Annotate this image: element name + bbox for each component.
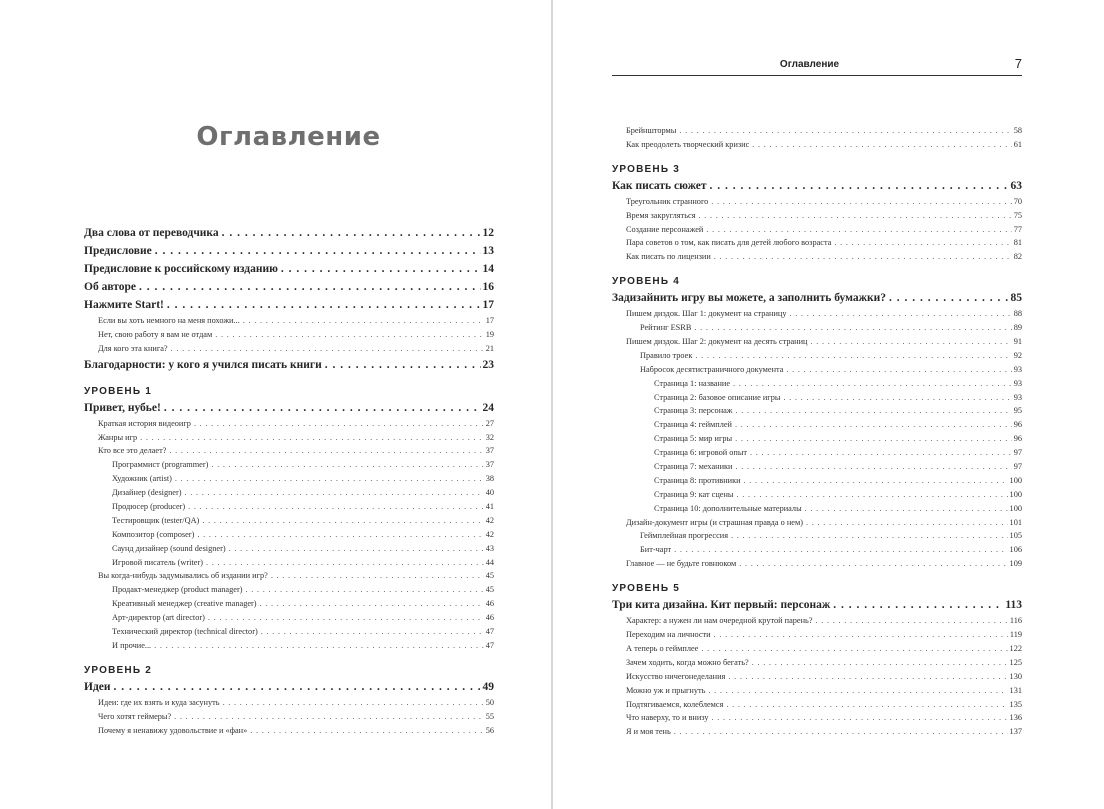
toc-section-entry[interactable] bbox=[84, 696, 494, 710]
toc-leader-dots bbox=[208, 611, 484, 625]
toc-page-number: 24 bbox=[482, 401, 494, 414]
toc-page-number: 100 bbox=[1009, 475, 1022, 485]
toc-section-entry[interactable] bbox=[612, 418, 1022, 432]
toc-chapter-entry[interactable] bbox=[612, 596, 1022, 614]
toc-page-number: 75 bbox=[1013, 210, 1022, 220]
toc-leader-dots bbox=[735, 418, 1012, 432]
toc-entry-title: Художник (artist) bbox=[112, 474, 172, 484]
toc-entry-title: Композитор (composer) bbox=[112, 529, 195, 539]
toc-leader-dots bbox=[744, 474, 1008, 488]
toc-section-entry[interactable] bbox=[84, 514, 494, 528]
toc-section-entry[interactable] bbox=[612, 684, 1022, 698]
toc-leader-dots bbox=[752, 656, 1008, 670]
toc-entry-title: Предисловие к российскому изданию bbox=[84, 263, 278, 275]
toc-entry-title: Страница 6: игровой опыт bbox=[654, 448, 748, 458]
toc-section-entry[interactable] bbox=[612, 670, 1022, 684]
toc-page-number: 109 bbox=[1009, 559, 1022, 569]
toc-page-number: 119 bbox=[1009, 630, 1022, 640]
toc-leader-dots bbox=[710, 177, 1009, 195]
toc-leader-dots bbox=[271, 569, 484, 583]
toc-spacer bbox=[612, 264, 1022, 275]
toc-page-number: 13 bbox=[482, 245, 494, 257]
toc-leader-dots bbox=[810, 335, 1011, 349]
toc-section-entry[interactable] bbox=[612, 195, 1022, 209]
toc-leader-dots bbox=[245, 583, 483, 597]
toc-entry-title: Треугольник странного bbox=[626, 196, 709, 206]
page-title: Оглавление bbox=[196, 122, 381, 152]
toc-section-entry[interactable] bbox=[612, 446, 1022, 460]
toc-page-number: 95 bbox=[1013, 406, 1022, 416]
toc-section-entry[interactable] bbox=[612, 138, 1022, 152]
toc-leader-dots bbox=[806, 516, 1008, 530]
toc-entry-title: Что наверху, то и внизу bbox=[626, 713, 709, 723]
toc-section-entry[interactable] bbox=[84, 417, 494, 431]
toc-section-entry[interactable] bbox=[84, 583, 494, 597]
toc-leader-dots bbox=[739, 557, 1007, 571]
toc-page-number: 27 bbox=[485, 418, 494, 428]
toc-leader-dots bbox=[250, 724, 483, 738]
toc-level-heading: УРОВЕНЬ 2 bbox=[84, 664, 152, 676]
toc-entry-title: Жанры игр bbox=[98, 432, 138, 442]
toc-leader-dots bbox=[714, 628, 1008, 642]
toc-entry-title: Продакт-менеджер (product manager) bbox=[112, 585, 243, 595]
toc-spacer bbox=[612, 152, 1022, 163]
toc-entry-title: Как писать по лицензии bbox=[626, 252, 711, 262]
toc-section-entry[interactable] bbox=[612, 432, 1022, 446]
toc-section-entry[interactable] bbox=[612, 460, 1022, 474]
toc-page-number: 100 bbox=[1009, 489, 1022, 499]
left-page bbox=[0, 0, 551, 809]
toc-page-number: 63 bbox=[1010, 179, 1022, 192]
toc-entry-title: Бит-чарт bbox=[640, 545, 672, 555]
toc-leader-dots bbox=[736, 404, 1012, 418]
toc-level-heading: УРОВЕНЬ 1 bbox=[84, 385, 152, 397]
toc-section-entry[interactable] bbox=[84, 486, 494, 500]
toc-leader-dots bbox=[194, 417, 484, 431]
toc-leader-dots bbox=[695, 349, 1011, 363]
toc-leader-dots bbox=[714, 250, 1012, 264]
toc-entry-title: Тестировщик (tester/QA) bbox=[112, 515, 200, 525]
toc-leader-dots bbox=[155, 242, 481, 260]
toc-leader-dots bbox=[706, 223, 1011, 237]
toc-entry-title: Арт-директор (art director) bbox=[112, 613, 205, 623]
toc-section-entry[interactable] bbox=[612, 711, 1022, 725]
toc-entry-title: Подтягиваемся, колеблемся bbox=[626, 699, 724, 709]
toc-page-number: 49 bbox=[482, 680, 494, 693]
toc-leader-dots bbox=[202, 514, 483, 528]
toc-entry-title: Набросок десятистраничного документа bbox=[640, 364, 784, 374]
toc-leader-dots bbox=[215, 328, 483, 342]
toc-entry-title: Почему я ненавижу удовольствие и «фан» bbox=[98, 725, 248, 735]
toc-page-number: 17 bbox=[482, 299, 494, 311]
toc-page-number: 23 bbox=[482, 358, 494, 371]
toc-section-entry[interactable] bbox=[612, 363, 1022, 377]
toc-leader-dots bbox=[679, 124, 1011, 138]
toc-page-number: 45 bbox=[485, 571, 494, 581]
toc-section-entry[interactable] bbox=[612, 404, 1022, 418]
toc-leader-dots bbox=[167, 296, 481, 314]
toc-leader-dots bbox=[783, 391, 1011, 405]
toc-leader-dots bbox=[164, 399, 481, 417]
toc-chapter-entry[interactable] bbox=[84, 356, 494, 374]
toc-section-entry[interactable] bbox=[612, 236, 1022, 250]
toc-leader-dots bbox=[701, 642, 1007, 656]
toc-entry-title: Нет, свою работу я вам не отдам bbox=[98, 329, 213, 339]
toc-section-entry[interactable] bbox=[84, 472, 494, 486]
toc-page-number: 105 bbox=[1009, 531, 1022, 541]
toc-entry-title: Страница 9: кат сцены bbox=[654, 489, 734, 499]
toc-section-entry[interactable] bbox=[612, 124, 1022, 138]
toc-section-entry[interactable] bbox=[612, 543, 1022, 557]
toc-leader-dots bbox=[708, 684, 1007, 698]
toc-entry-title: Задизайнить игру вы можете, а заполнить бумажки? bbox=[612, 292, 886, 305]
toc-page-number: 44 bbox=[485, 557, 494, 567]
toc-section-entry[interactable] bbox=[84, 710, 494, 724]
toc-chapter-entry[interactable] bbox=[84, 242, 494, 260]
toc-page-number: 101 bbox=[1009, 517, 1022, 527]
toc-page-number: 42 bbox=[485, 515, 494, 525]
toc-entry-title: Характер: а нужен ли нам очередной крутой парень? bbox=[626, 616, 813, 626]
toc-leader-dots bbox=[736, 488, 1007, 502]
toc-entry-title: Продюсер (producer) bbox=[112, 502, 186, 512]
toc-entry-title: Создание персонажей bbox=[626, 224, 704, 234]
toc-page-number: 14 bbox=[482, 263, 494, 275]
toc-page-number: 40 bbox=[485, 488, 494, 498]
toc-entry-title: Рейтинг ESRB bbox=[640, 323, 692, 333]
toc-leader-dots bbox=[229, 542, 484, 556]
toc-page-number: 91 bbox=[1013, 337, 1022, 347]
toc-entry-title: Геймплейная прогрессия bbox=[640, 531, 729, 541]
toc-leader-dots bbox=[699, 209, 1012, 223]
toc-leader-dots bbox=[223, 696, 484, 710]
toc-page-number: 21 bbox=[485, 343, 494, 353]
toc-section-entry[interactable] bbox=[612, 223, 1022, 237]
toc-section-entry[interactable] bbox=[84, 458, 494, 472]
toc-section-entry[interactable] bbox=[84, 342, 494, 356]
toc-entry-title: Страница 4: геймплей bbox=[654, 420, 732, 430]
toc-entry-title: Страница 2: базовое описание игры bbox=[654, 392, 781, 402]
running-head-title: Оглавление bbox=[779, 59, 840, 70]
toc-page-number: 47 bbox=[485, 640, 494, 650]
toc-page-number: 96 bbox=[1013, 420, 1022, 430]
toc-page-number: 116 bbox=[1009, 616, 1022, 626]
toc-leader-dots bbox=[171, 342, 484, 356]
toc-entry-title: А теперь о геймплее bbox=[626, 643, 699, 653]
toc-spacer bbox=[84, 653, 494, 664]
toc-page-number: 41 bbox=[485, 502, 494, 512]
toc-page-number: 113 bbox=[1005, 599, 1022, 612]
toc-chapter-entry[interactable] bbox=[612, 177, 1022, 195]
toc-leader-dots bbox=[735, 460, 1011, 474]
toc-leader-dots bbox=[889, 289, 1009, 307]
toc-entry-title: Игровой писатель (writer) bbox=[112, 557, 203, 567]
toc-page-number: 55 bbox=[485, 711, 494, 721]
toc-entry-title: И прочие... bbox=[112, 640, 152, 650]
toc-leader-dots bbox=[674, 543, 1007, 557]
toc-leader-dots bbox=[674, 725, 1008, 739]
toc-page-number: 81 bbox=[1013, 238, 1022, 248]
toc-page-number: 92 bbox=[1013, 350, 1022, 360]
toc-section-entry[interactable] bbox=[84, 314, 494, 328]
toc-page-number: 12 bbox=[482, 227, 494, 239]
toc-page-number: 56 bbox=[485, 725, 494, 735]
toc-leader-dots bbox=[197, 528, 483, 542]
toc-entry-title: Об авторе bbox=[84, 281, 136, 293]
toc-leader-dots bbox=[805, 502, 1008, 516]
toc-page-number: 43 bbox=[485, 543, 494, 553]
toc-page-number: 70 bbox=[1013, 196, 1022, 206]
toc-page-number: 77 bbox=[1013, 224, 1022, 234]
toc-entry-title: Два слова от переводчика bbox=[84, 227, 219, 239]
toc-section-entry[interactable] bbox=[612, 349, 1022, 363]
toc-level-heading: УРОВЕНЬ 4 bbox=[612, 276, 680, 288]
toc-section-entry[interactable] bbox=[612, 321, 1022, 335]
toc-page-number: 93 bbox=[1013, 392, 1022, 402]
toc-chapter-entry[interactable] bbox=[84, 278, 494, 296]
toc-entry-title: Вы когда-нибудь задумывались об издании игр? bbox=[98, 571, 268, 581]
toc-chapter-entry[interactable] bbox=[84, 224, 494, 242]
toc-section-entry[interactable] bbox=[84, 611, 494, 625]
toc-leader-dots bbox=[139, 278, 481, 296]
toc-page-number: 97 bbox=[1013, 462, 1022, 472]
toc-entry-title: Креативный менеджер (creative manager) bbox=[112, 599, 257, 609]
toc-leader-dots bbox=[733, 377, 1012, 391]
toc-section-entry[interactable] bbox=[84, 528, 494, 542]
toc-entry-title: Главное — не будьте говнюком bbox=[626, 559, 737, 569]
toc-leader-dots bbox=[731, 529, 1007, 543]
toc-leader-dots bbox=[222, 224, 481, 242]
toc-page-number: 37 bbox=[485, 460, 494, 470]
toc-page-number: 136 bbox=[1009, 713, 1022, 723]
toc-leader-dots bbox=[752, 138, 1011, 152]
toc-entry-title: Чего хотят геймеры? bbox=[98, 711, 172, 721]
toc-section-entry[interactable] bbox=[612, 307, 1022, 321]
toc-entry-title: Пишем диздок. Шаг 2: документ на десять страниц bbox=[626, 337, 808, 347]
toc-leader-dots bbox=[140, 431, 484, 445]
toc-leader-dots bbox=[184, 486, 483, 500]
toc-entry-title: Саунд дизайнер (sound designer) bbox=[112, 543, 226, 553]
toc-entry-title: Переходим на личности bbox=[626, 630, 711, 640]
toc-leader-dots bbox=[325, 356, 481, 374]
toc-page-number: 130 bbox=[1009, 671, 1022, 681]
toc-entry-title: Нажмите Start! bbox=[84, 299, 164, 311]
toc-entry-title: Краткая история видеоигр bbox=[98, 418, 191, 428]
toc-entry-title: Привет, нубье! bbox=[84, 401, 161, 414]
toc-entry-title: Страница 7: механики bbox=[654, 462, 733, 472]
toc-section-entry[interactable] bbox=[84, 597, 494, 611]
toc-page-number: 137 bbox=[1009, 727, 1022, 737]
toc-leader-dots bbox=[206, 556, 484, 570]
toc-leader-dots bbox=[169, 444, 483, 458]
toc-page-number: 85 bbox=[1010, 292, 1022, 305]
toc-leader-dots bbox=[711, 195, 1011, 209]
toc-section-entry[interactable] bbox=[84, 500, 494, 514]
toc-section-entry[interactable] bbox=[612, 656, 1022, 670]
toc-entry-title: Технический директор (technical director) bbox=[112, 627, 258, 637]
toc-page-number: 46 bbox=[485, 599, 494, 609]
toc-entry-title: Страница 3: персонаж bbox=[654, 406, 733, 416]
toc-leader-dots bbox=[750, 446, 1012, 460]
toc-list-left bbox=[84, 224, 494, 737]
toc-section-entry[interactable] bbox=[84, 444, 494, 458]
toc-section-entry[interactable] bbox=[84, 542, 494, 556]
toc-page-number: 93 bbox=[1013, 378, 1022, 388]
toc-entry-title: Кто все это делает? bbox=[98, 446, 167, 456]
toc-leader-dots bbox=[243, 314, 484, 328]
toc-page-number: 125 bbox=[1009, 657, 1022, 667]
toc-leader-dots bbox=[728, 670, 1007, 684]
toc-page-number: 131 bbox=[1009, 685, 1022, 695]
toc-page-number: 93 bbox=[1013, 364, 1022, 374]
toc-leader-dots bbox=[261, 625, 484, 639]
toc-section-entry[interactable] bbox=[84, 431, 494, 445]
toc-chapter-entry[interactable] bbox=[612, 289, 1022, 307]
toc-page-number: 32 bbox=[485, 432, 494, 442]
toc-entry-title: Я и моя тень bbox=[626, 727, 671, 737]
toc-leader-dots bbox=[712, 711, 1008, 725]
toc-leader-dots bbox=[154, 639, 484, 653]
toc-page-number: 45 bbox=[485, 585, 494, 595]
toc-page-number: 89 bbox=[1013, 323, 1022, 333]
toc-section-entry[interactable] bbox=[612, 335, 1022, 349]
toc-leader-dots bbox=[175, 472, 484, 486]
toc-entry-title: Как писать сюжет bbox=[612, 179, 707, 192]
toc-leader-dots bbox=[694, 321, 1011, 335]
toc-entry-title: Идеи bbox=[84, 680, 111, 693]
toc-leader-dots bbox=[790, 307, 1012, 321]
toc-chapter-entry[interactable] bbox=[84, 260, 494, 278]
toc-section-entry[interactable] bbox=[612, 725, 1022, 739]
toc-section-entry[interactable] bbox=[612, 377, 1022, 391]
toc-leader-dots bbox=[211, 458, 483, 472]
toc-page-number: 106 bbox=[1009, 545, 1022, 555]
toc-entry-title: Программист (programmer) bbox=[112, 460, 209, 470]
toc-section-entry[interactable] bbox=[612, 250, 1022, 264]
toc-chapter-entry[interactable] bbox=[84, 296, 494, 314]
toc-leader-dots bbox=[833, 596, 1003, 614]
toc-list-right bbox=[612, 124, 1022, 739]
toc-page-number: 96 bbox=[1013, 434, 1022, 444]
toc-leader-dots bbox=[260, 597, 484, 611]
toc-entry-title: Время закругляться bbox=[626, 210, 696, 220]
toc-page-number: 47 bbox=[485, 627, 494, 637]
toc-leader-dots bbox=[834, 236, 1011, 250]
toc-page-number: 100 bbox=[1009, 503, 1022, 513]
running-header bbox=[612, 58, 1022, 76]
toc-section-entry[interactable] bbox=[84, 569, 494, 583]
toc-section-entry[interactable] bbox=[612, 614, 1022, 628]
toc-entry-title: Три кита дизайна. Кит первый: персонаж bbox=[612, 599, 831, 612]
toc-section-entry[interactable] bbox=[84, 724, 494, 738]
toc-section-entry[interactable] bbox=[612, 391, 1022, 405]
toc-section-entry[interactable] bbox=[84, 556, 494, 570]
toc-section-entry[interactable] bbox=[612, 529, 1022, 543]
toc-entry-title: Дизайнер (designer) bbox=[112, 488, 182, 498]
toc-section-entry[interactable] bbox=[612, 628, 1022, 642]
toc-page-number: 82 bbox=[1013, 252, 1022, 262]
toc-page-number: 38 bbox=[485, 474, 494, 484]
toc-section-entry[interactable] bbox=[612, 474, 1022, 488]
toc-section-entry[interactable] bbox=[612, 502, 1022, 516]
toc-section-entry[interactable] bbox=[612, 698, 1022, 712]
toc-entry-title: Брейнштормы bbox=[626, 126, 677, 135]
toc-spacer bbox=[84, 374, 494, 385]
toc-leader-dots bbox=[188, 500, 484, 514]
toc-level-heading: УРОВЕНЬ 5 bbox=[612, 583, 680, 595]
toc-leader-dots bbox=[281, 260, 481, 278]
toc-page-number: 17 bbox=[485, 316, 494, 325]
toc-page-number: 97 bbox=[1013, 448, 1022, 458]
toc-entry-title: Страница 8: противники bbox=[654, 475, 741, 485]
toc-entry-title: Искусство ничегонеделания bbox=[626, 671, 726, 681]
toc-entry-title: Пара советов о том, как писать для детей любого возраста bbox=[626, 238, 832, 248]
toc-entry-title: Как преодолеть творческий кризис bbox=[626, 139, 750, 149]
toc-page-number: 19 bbox=[485, 329, 494, 339]
toc-entry-title: Дизайн-документ игры (и страшная правда о нем) bbox=[626, 517, 803, 527]
toc-page-number: 122 bbox=[1009, 643, 1022, 653]
toc-page-number: 58 bbox=[1013, 126, 1022, 135]
toc-leader-dots bbox=[726, 698, 1007, 712]
toc-section-entry[interactable] bbox=[612, 642, 1022, 656]
toc-spacer bbox=[612, 571, 1022, 582]
toc-entry-title: Страница 10: дополнительные материалы bbox=[654, 503, 802, 513]
toc-page-number: 16 bbox=[482, 281, 494, 293]
toc-entry-title: Правило троек bbox=[640, 350, 693, 360]
toc-leader-dots bbox=[114, 678, 481, 696]
toc-section-entry[interactable] bbox=[612, 516, 1022, 530]
page-number: 7 bbox=[1014, 56, 1022, 71]
toc-leader-dots bbox=[174, 710, 484, 724]
toc-entry-title: Если вы хоть немного на меня похожи... bbox=[98, 316, 240, 325]
toc-page-number: 61 bbox=[1013, 139, 1022, 149]
toc-entry-title: Страница 5: мир игры bbox=[654, 434, 733, 444]
toc-entry-title: Для кого эта книга? bbox=[98, 343, 168, 353]
toc-entry-title: Можно уж и прыгнуть bbox=[626, 685, 706, 695]
toc-section-entry[interactable] bbox=[84, 625, 494, 639]
toc-section-entry[interactable] bbox=[612, 488, 1022, 502]
toc-entry-title: Пишем диздок. Шаг 1: документ на страницу bbox=[626, 309, 787, 319]
toc-page-number: 37 bbox=[485, 446, 494, 456]
toc-page-number: 46 bbox=[485, 613, 494, 623]
toc-leader-dots bbox=[786, 363, 1011, 377]
toc-entry-title: Страница 1: название bbox=[654, 378, 731, 388]
toc-section-entry[interactable] bbox=[612, 557, 1022, 571]
toc-chapter-entry[interactable] bbox=[84, 678, 494, 696]
toc-leader-dots bbox=[735, 432, 1012, 446]
toc-section-entry[interactable] bbox=[612, 209, 1022, 223]
toc-entry-title: Предисловие bbox=[84, 245, 152, 257]
toc-page-number: 88 bbox=[1013, 309, 1022, 319]
toc-entry-title: Благодарности: у кого я учился писать книги bbox=[84, 358, 322, 371]
toc-chapter-entry[interactable] bbox=[84, 399, 494, 417]
toc-entry-title: Зачем ходить, когда можно бегать? bbox=[626, 657, 749, 667]
toc-page-number: 50 bbox=[485, 697, 494, 707]
toc-page-number: 42 bbox=[485, 529, 494, 539]
toc-section-entry[interactable] bbox=[84, 328, 494, 342]
toc-level-heading: УРОВЕНЬ 3 bbox=[612, 163, 680, 175]
toc-leader-dots bbox=[816, 614, 1008, 628]
toc-section-entry[interactable] bbox=[84, 639, 494, 653]
toc-entry-title: Идеи: где их взять и куда засунуть bbox=[98, 697, 220, 707]
toc-page-number: 135 bbox=[1009, 699, 1022, 709]
